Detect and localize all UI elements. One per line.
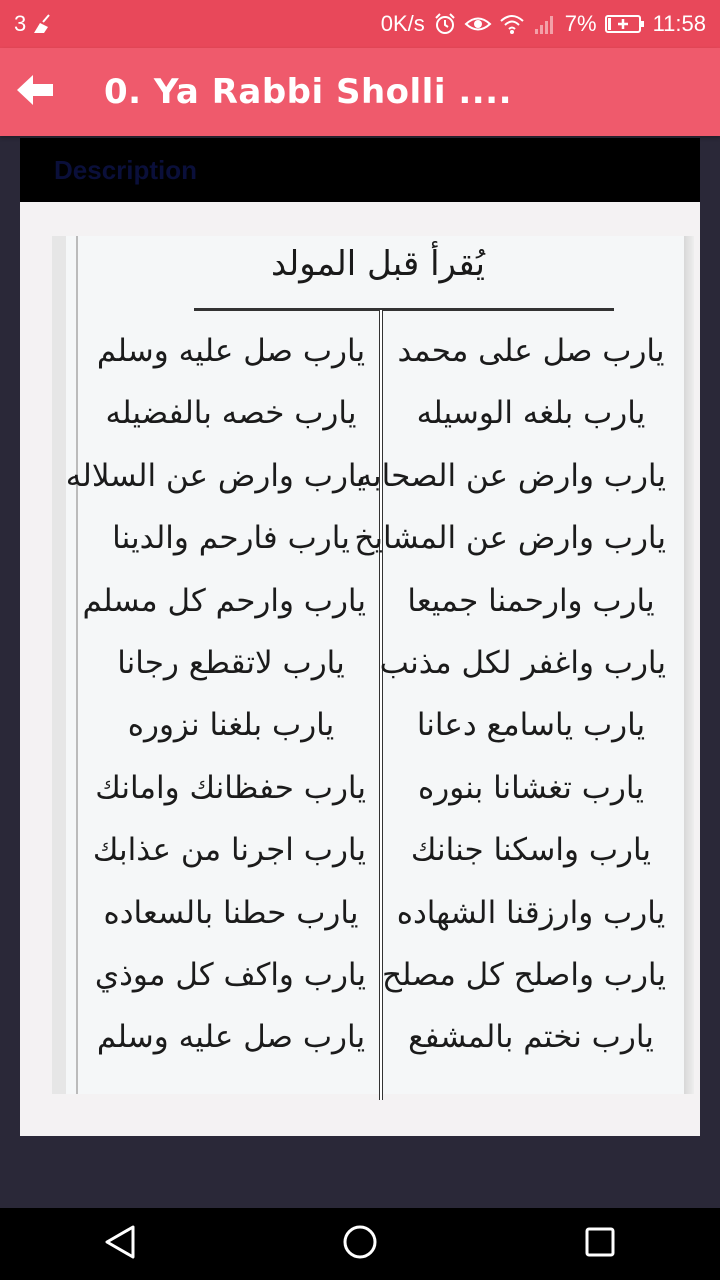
status-right [381,11,706,37]
battery-percent: 7% [564,11,597,36]
description-label: Description [54,154,198,185]
left-verse-column [65,320,366,1069]
system-nav-bar [0,1208,720,1280]
signal-icon [533,13,557,35]
verse-line: يارب فارحم والدينا [112,520,350,557]
verse-line: يارب صل على محمد [397,333,665,369]
verse-line: يارب حطنا بالسعاده [103,894,359,931]
description-header [20,138,700,202]
verse-line: يارب وارزقنا الشهاده [396,894,666,931]
status-left [14,11,52,37]
verse-line: يارب صل عليه وسلم [96,333,366,369]
right-verse-column [354,320,666,1069]
verse-line: يارب واكف كل موذي [94,956,366,993]
verse-line: يارب بلغه الوسيله [416,395,646,432]
status-bar [0,0,720,48]
net-speed: 0K/s [380,11,425,36]
verse-line: يارب واصلح كل مصلح [382,956,666,993]
alarm-icon [433,12,457,36]
nav-home-button[interactable] [320,1208,400,1280]
arrow-left-icon [15,73,55,111]
verse-line: يارب ياسامع دعانا [416,707,646,744]
app-bar [0,48,720,136]
verse-line: يارب واغفر لكل مذنب [379,644,666,681]
back-button[interactable] [0,48,70,136]
wifi-icon [499,13,525,35]
verse-line: يارب اجرنا من عذابك [92,832,366,869]
verse-line: يارب وارحم كل مسلم [82,582,366,619]
verse-line: يارب وارض عن السلاله [65,457,366,494]
square-recents-icon [584,1226,616,1262]
verse-line: يارب صل عليه وسلم [96,1019,366,1056]
verse-line: يارب وارحمنا جميعا [407,582,655,619]
scan-title: يُقرأ قبل المولد [271,244,485,284]
verse-line: يارب وارض عن الصحابه [356,457,666,494]
verse-line: يارب واسكنا جنانك [410,832,652,869]
verse-line: يارب نختم بالمشفع [408,1019,654,1056]
scan-edge [684,236,694,1094]
scanned-text-image [52,236,690,1094]
verse-line: يارب تغشانا بنوره [418,769,644,806]
clock-time: 11:58 [652,11,706,36]
content-card [20,202,700,1136]
title-divider [194,308,614,311]
nav-recents-button[interactable] [560,1208,640,1280]
eye-icon [465,13,491,35]
circle-home-icon [342,1224,378,1264]
scan-margin-line [76,236,78,1094]
verse-line: يارب خصه بالفضيله [105,395,357,432]
verse-line: يارب حفظانك وامانك [95,769,366,806]
verse-line: يارب بلغنا نزوره [127,707,335,744]
page-title: 0. Ya Rabbi Sholli .... [104,72,512,112]
nav-back-button[interactable] [80,1208,160,1280]
verse-line: يارب وارض عن المشايخ [354,520,666,557]
verse-line: يارب لاتقطع رجانا [117,644,345,681]
broom-icon [30,13,52,35]
battery-icon [605,13,645,35]
triangle-back-icon [103,1224,137,1264]
notification-count: 3 [14,11,27,36]
